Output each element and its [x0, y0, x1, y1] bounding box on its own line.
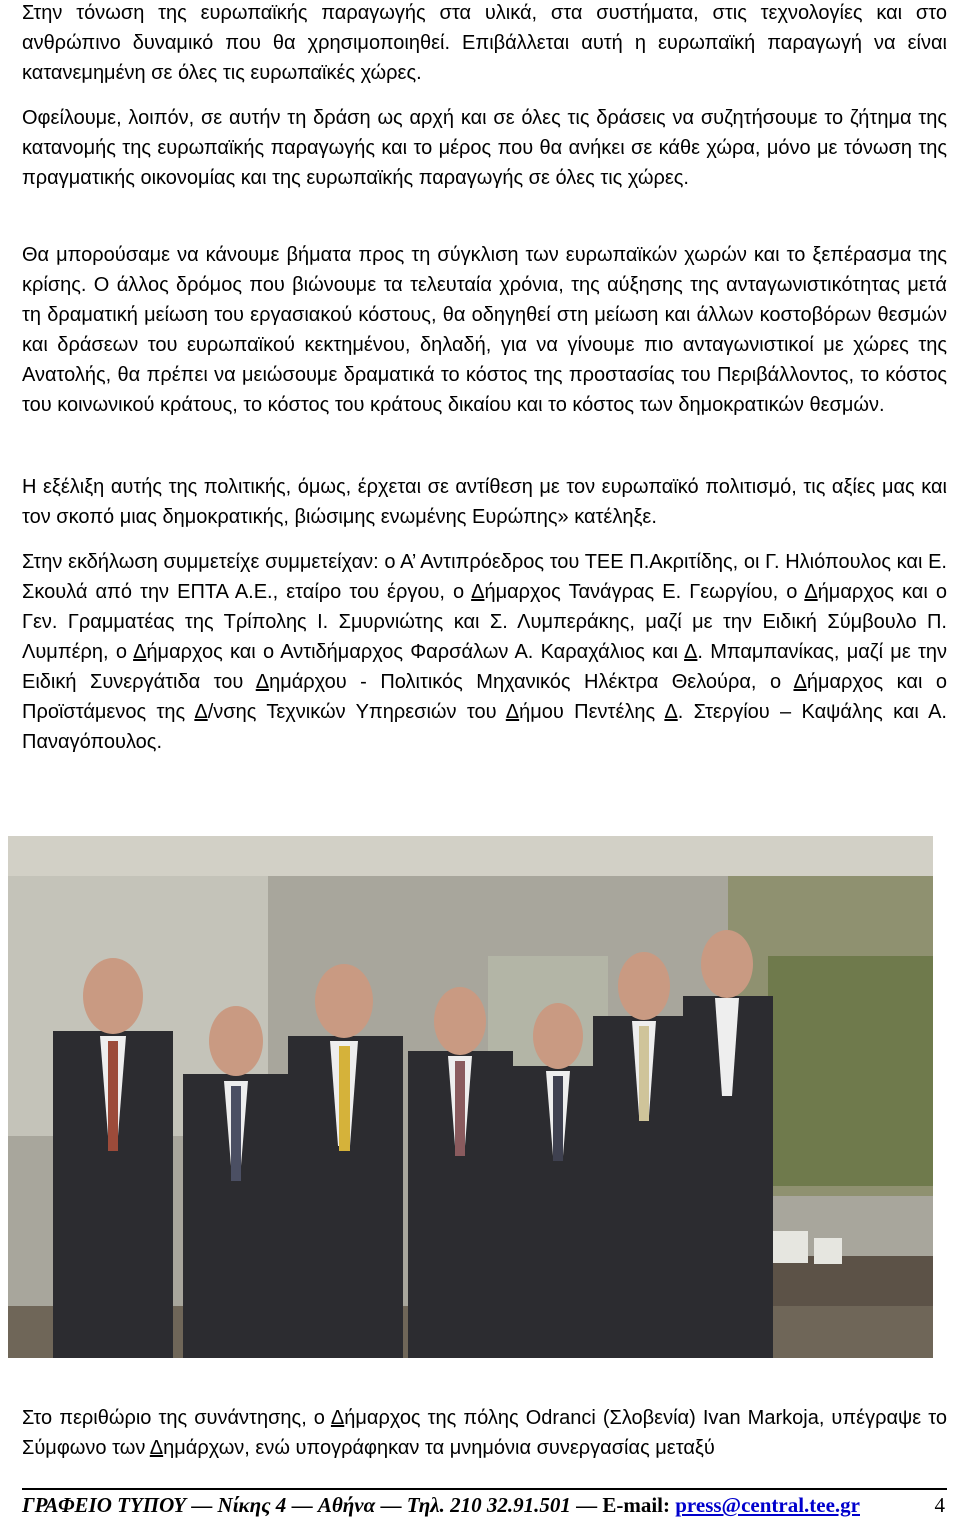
- page-number: 4: [934, 1493, 945, 1517]
- underlined-letter: Δ: [505, 701, 520, 723]
- footer-email-link[interactable]: press@central.tee.gr: [675, 1493, 860, 1517]
- footer-city: Αθήνα: [317, 1493, 376, 1517]
- text-run: ημάρχου - Πολιτικός Μηχανικός Ηλέκτρα Θελούρα, ο: [269, 671, 794, 693]
- paragraph-1: Στην τόνωση της ευρωπαϊκής παραγωγής στα υλικά, στα συστήματα, στις τεχνολογίες και στο ανθρώπινο δυναμικό που θα χρησιμοποιηθεί. Επιβάλλεται αυτή η ευρωπαϊκή παραγωγή να είναι κατανεμημένη σε όλες τις ευρωπαϊκές χώρες.: [22, 2, 947, 84]
- paragraph-2: Οφείλουμε, λοιπόν, σε αυτήν τη δράση ως αρχή και σε όλες τις δράσεις να συζητήσουμε το ζήτημα της κατανομής της ευρωπαϊκής παραγωγής και το μέρος που θα ανήκει σε κάθε χώρα, μόνο με τόνωση της πραγματικής οικονομίας και της ευρωπαϊκής παραγωγής σε όλες τις χώρες.: [22, 107, 947, 189]
- text-run: ήμαρχος και ο Προϊστάμενος της: [22, 671, 947, 723]
- underlined-letter: Δ: [471, 581, 485, 603]
- text-run: Στο περιθώριο της συνάντησης, ο: [22, 1407, 331, 1429]
- text-run: ήμαρχος και ο Γεν. Γραμματέας της Τρίπολης Ι. Σμυρνιώτης και Σ. Λυμπεράκης, μαζί με την Ειδική Σύμβουλο Π. Λυμπέρη, ο: [22, 581, 947, 663]
- underlined-letter: Δ: [684, 641, 698, 663]
- underlined-letter: Δ: [133, 641, 147, 663]
- group-photo: [8, 836, 933, 1358]
- text-run: ήμαρχος Τανάγρας Ε. Γεωργίου, ο: [484, 581, 805, 603]
- underlined-letter: Δ: [194, 701, 208, 723]
- text-run: ήμου Πεντέλης: [519, 701, 665, 723]
- text-run: . Μπαμπανίκας, μαζί με την Ειδική Συνεργάτιδα του: [22, 641, 947, 693]
- footer-tel-label: Τηλ.: [406, 1493, 451, 1517]
- footer-tel: 210 32.91.501: [450, 1493, 571, 1517]
- text-run: . Στεργίου – Καψάλης και Α. Παναγόπουλος.: [22, 701, 947, 753]
- footer-separator: —: [375, 1493, 407, 1517]
- paragraph-participants: [22, 547, 947, 757]
- text-run: ήμαρχος και ο Αντιδήμαρχος Φαρσάλων Α. Καραχάλιος και: [146, 641, 685, 663]
- underlined-letter: Δ: [804, 581, 818, 603]
- text-run: ημάρχων, ενώ υπογράφηκαν τα μνημόνια συνεργασίας μεταξύ: [163, 1437, 715, 1459]
- footer-separator: —: [286, 1493, 318, 1517]
- underlined-letter: Δ: [664, 701, 678, 723]
- footer-street: Νίκης 4: [217, 1493, 287, 1517]
- paragraph-3: Θα μπορούσαμε να κάνουμε βήματα προς τη σύγκλιση των ευρωπαϊκών χωρών και το ξεπέρασμα της κρίσης. Ο άλλος δρόμος που βιώνουμε τα τελευταία χρόνια, της αύξησης της ανταγωνιστικότητας μετά τη δραματική μείωση του εργασιακού κόστους, θα οδηγηθεί στη μείωση και άλλων κοστοβόρων θεσμών και δράσεων του ευρωπαϊκού κεκτημένου, δηλαδή, για να γίνουμε πιο ανταγωνιστικοί με χώρες της Ανατολής, θα πρέπει να μειώσουμε δραματικά το κόστος της προστασίας του Περιβάλλοντος, το κόστος του κοινωνικού κράτους, το κόστος του κράτους δικαίου και το κόστος των δημοκρατικών θεσμών.: [22, 244, 947, 416]
- underlined-letter: Δ: [793, 671, 807, 693]
- paragraph-margin-signing: [22, 1403, 947, 1463]
- underlined-letter: Δ: [149, 1437, 164, 1459]
- footer-contact: [22, 1493, 860, 1518]
- footer-separator: —: [570, 1493, 603, 1517]
- footer-separator: —: [186, 1493, 218, 1517]
- footer-email-label: E-mail:: [602, 1493, 676, 1517]
- text-run: /νσης Τεχνικών Υπηρεσιών του: [207, 701, 506, 723]
- underlined-letter: Δ: [330, 1407, 345, 1429]
- paragraph-4: Η εξέλιξη αυτής της πολιτικής, όμως, έρχεται σε αντίθεση με τον ευρωπαϊκό πολιτισμό, τις αξίες μας και τον σκοπό μιας δημοκρατικής, βιώσιμης ενωμένης Ευρώπης» κατέληξε.: [22, 476, 947, 528]
- page-footer: [22, 1490, 947, 1518]
- text-run: ήμαρχος της πόλης Odranci (Σλοβενία) Ivan Markoja, υπέγραψε το Σύμφωνο των: [22, 1407, 948, 1459]
- text-run: Στην εκδήλωση συμμετείχε συμμετείχαν: ο Α’ Αντιπρόεδρος του ΤΕΕ Π.Ακριτίδης, οι Γ. Ηλιόπουλος και Ε. Σκουλά από την ΕΠΤΑ Α.Ε., εταίρο του έργου, ο: [22, 551, 947, 603]
- footer-office: ΓΡΑΦΕΙΟ ΤΥΠΟΥ: [22, 1493, 187, 1517]
- underlined-letter: Δ: [255, 671, 270, 693]
- group-photo-illustration: [8, 836, 933, 1358]
